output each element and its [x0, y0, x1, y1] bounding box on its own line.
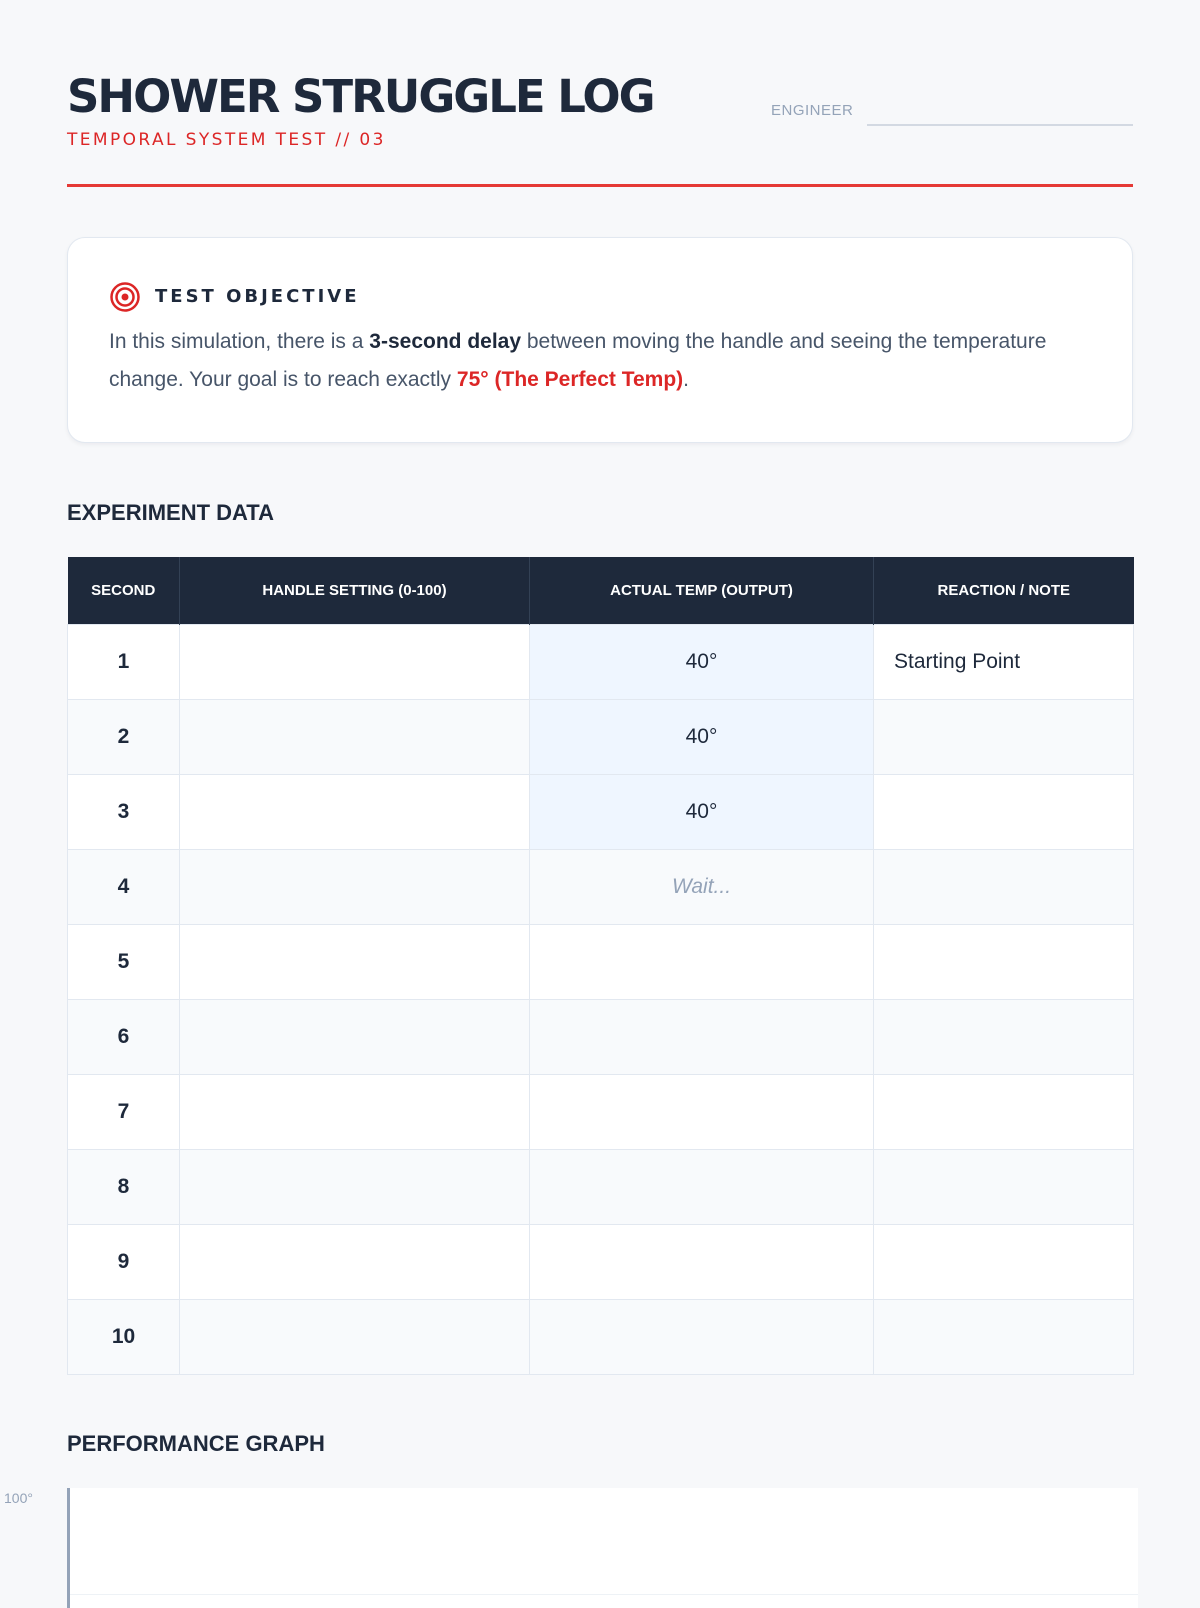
column-header-handle-setting: HANDLE SETTING (0-100) [180, 557, 530, 625]
experiment-data-title: EXPERIMENT DATA [67, 500, 274, 525]
handle-setting-cell[interactable] [180, 700, 530, 775]
second-cell: 9 [68, 1225, 180, 1300]
experiment-table [67, 557, 1134, 1375]
column-header-actual-temp: ACTUAL TEMP (OUTPUT) [530, 557, 874, 625]
page-subtitle: TEMPORAL SYSTEM TEST // 03 [67, 130, 386, 150]
second-cell: 1 [68, 625, 180, 700]
table-row [68, 1225, 1134, 1300]
target-icon [110, 282, 140, 312]
actual-temp-cell[interactable] [530, 925, 874, 1000]
handle-setting-cell[interactable] [180, 925, 530, 1000]
handle-setting-cell[interactable] [180, 1075, 530, 1150]
reaction-note-cell[interactable] [874, 775, 1134, 850]
reaction-note-cell[interactable] [874, 700, 1134, 775]
table-row [68, 775, 1134, 850]
table-row [68, 1075, 1134, 1150]
second-cell: 3 [68, 775, 180, 850]
column-header-reaction-note: REACTION / NOTE [874, 557, 1134, 625]
reaction-note-cell[interactable] [874, 925, 1134, 1000]
page-header [67, 70, 1133, 187]
table-row [68, 1000, 1134, 1075]
actual-temp-cell[interactable] [530, 1150, 874, 1225]
engineer-label: ENGINEER [771, 102, 854, 119]
performance-graph-area[interactable] [67, 1488, 1138, 1608]
objective-heading: TEST OBJECTIVE [155, 286, 360, 307]
second-cell: 8 [68, 1150, 180, 1225]
second-cell: 6 [68, 1000, 180, 1075]
second-cell: 4 [68, 850, 180, 925]
table-row [68, 700, 1134, 775]
reaction-note-cell[interactable] [874, 1150, 1134, 1225]
second-cell: 7 [68, 1075, 180, 1150]
graph-y-axis-top-label: 100° [4, 1490, 33, 1506]
second-cell: 5 [68, 925, 180, 1000]
reaction-note-cell[interactable] [874, 1000, 1134, 1075]
actual-temp-cell: 40° [530, 700, 874, 775]
table-header-row [68, 557, 1134, 625]
handle-setting-cell[interactable] [180, 1300, 530, 1375]
column-header-second: SECOND [68, 557, 180, 625]
actual-temp-cell[interactable] [530, 1075, 874, 1150]
actual-temp-cell: 40° [530, 775, 874, 850]
performance-graph-title: PERFORMANCE GRAPH [67, 1431, 325, 1456]
reaction-note-cell[interactable] [874, 1225, 1134, 1300]
actual-temp-cell[interactable] [530, 1225, 874, 1300]
second-cell: 2 [68, 700, 180, 775]
handle-setting-cell[interactable] [180, 1225, 530, 1300]
handle-setting-cell[interactable] [180, 1000, 530, 1075]
handle-setting-cell[interactable] [180, 1150, 530, 1225]
handle-setting-cell[interactable] [180, 775, 530, 850]
objective-text-part: . [683, 368, 689, 391]
reaction-note-cell[interactable]: Starting Point [874, 625, 1134, 700]
actual-temp-cell: 40° [530, 625, 874, 700]
table-row [68, 1150, 1134, 1225]
actual-temp-cell[interactable] [530, 1000, 874, 1075]
reaction-note-cell[interactable] [874, 850, 1134, 925]
objective-card [67, 237, 1133, 443]
objective-text-part: In this simulation, there is a [109, 330, 370, 353]
actual-temp-cell: Wait... [530, 850, 874, 925]
objective-text [109, 323, 1109, 399]
actual-temp-cell[interactable] [530, 1300, 874, 1375]
table-row [68, 925, 1134, 1000]
handle-setting-cell[interactable] [180, 850, 530, 925]
reaction-note-cell[interactable] [874, 1300, 1134, 1375]
table-row [68, 850, 1134, 925]
page-title: SHOWER STRUGGLE LOG [67, 70, 654, 123]
table-row [68, 625, 1134, 700]
reaction-note-cell[interactable] [874, 1075, 1134, 1150]
engineer-field[interactable] [867, 124, 1133, 126]
handle-setting-cell[interactable] [180, 625, 530, 700]
second-cell: 10 [68, 1300, 180, 1375]
target-temp-highlight: 75° (The Perfect Temp) [456, 368, 684, 391]
table-row [68, 1300, 1134, 1375]
objective-text-part: between moving the handle and seeing the temperature change. Your goal is to reach exactly [109, 330, 1047, 391]
delay-highlight: 3-second delay [369, 330, 522, 353]
graph-gridline [70, 1594, 1138, 1595]
